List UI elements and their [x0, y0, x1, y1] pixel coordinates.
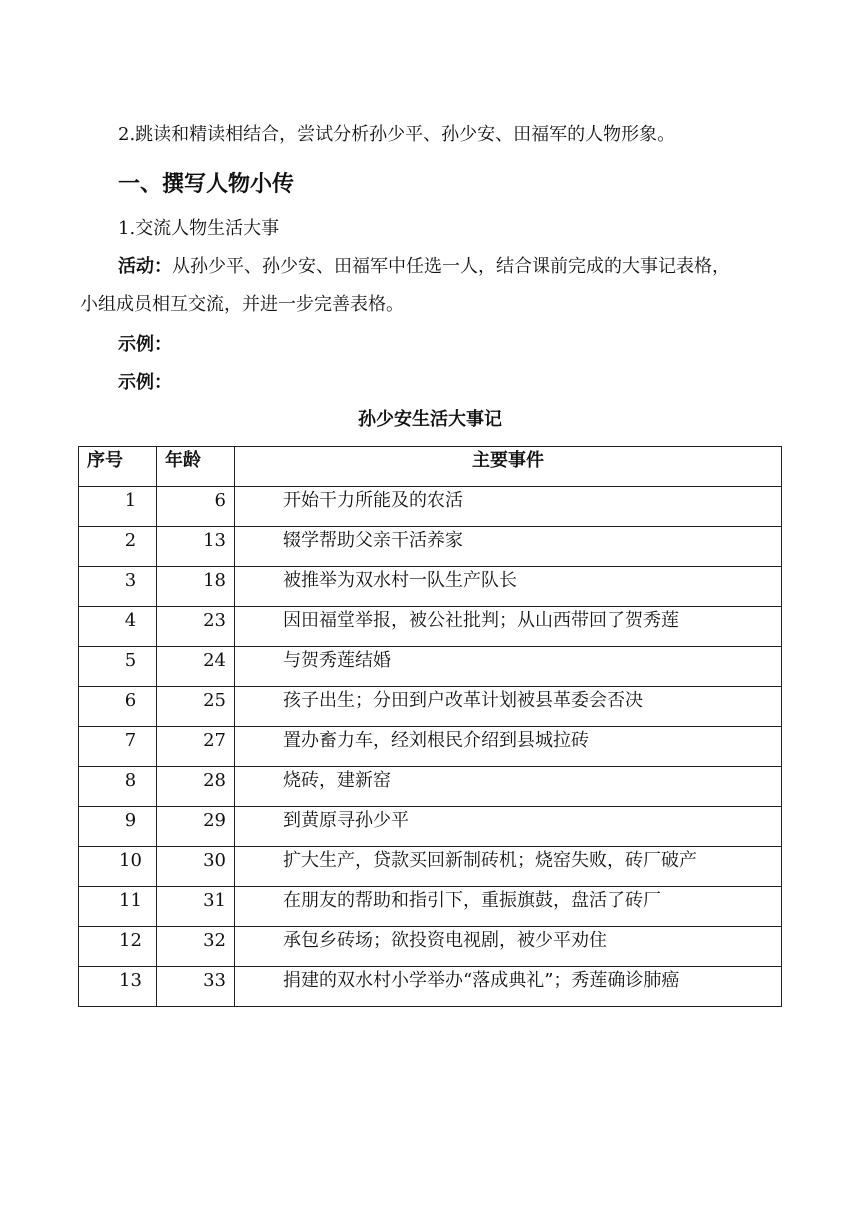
header-age: 年龄: [157, 447, 235, 487]
table-header-row: [79, 447, 782, 487]
row-event-cell: 烧砖，建新窑: [235, 767, 782, 807]
row-number-cell: 12: [79, 927, 157, 967]
table-row: [79, 847, 782, 887]
table-caption: 孙少安生活大事记: [358, 409, 502, 430]
header-number: 序号: [79, 447, 157, 487]
row-age-cell: 29: [157, 807, 235, 847]
row-number-cell: 3: [79, 567, 157, 607]
table-row: [79, 927, 782, 967]
row-number-cell: 6: [79, 687, 157, 727]
table-row: [79, 487, 782, 527]
example-label-1: 示例：: [118, 334, 172, 355]
subsection-title: 1.交流人物生活大事: [118, 218, 280, 239]
table-row: [79, 807, 782, 847]
row-age-cell: 28: [157, 767, 235, 807]
table-row: [79, 527, 782, 567]
row-age-cell: 6: [157, 487, 235, 527]
row-event-cell: 孩子出生；分田到户改革计划被县革委会否决: [235, 687, 782, 727]
table-row: [79, 727, 782, 767]
row-event-cell: 被推举为双水村一队生产队长: [235, 567, 782, 607]
row-event-cell: 承包乡砖场；欲投资电视剧，被少平劝住: [235, 927, 782, 967]
example-label-2: 示例：: [118, 372, 172, 393]
row-number-cell: 1: [79, 487, 157, 527]
row-age-cell: 31: [157, 887, 235, 927]
row-age-cell: 30: [157, 847, 235, 887]
table-row: [79, 607, 782, 647]
activity-line-1: [118, 254, 730, 280]
events-table: [78, 446, 782, 1007]
activity-label: 活动：: [118, 256, 172, 277]
row-number-cell: 5: [79, 647, 157, 687]
activity-line-2: 小组成员相互交流，并进一步完善表格。: [80, 294, 404, 315]
row-event-cell: 开始干力所能及的农活: [235, 487, 782, 527]
table-row: [79, 967, 782, 1007]
table-row: [79, 567, 782, 607]
row-event-cell: 辍学帮助父亲干活养家: [235, 527, 782, 567]
row-number-cell: 10: [79, 847, 157, 887]
row-event-cell: 扩大生产，贷款买回新制砖机；烧窑失败，砖厂破产: [235, 847, 782, 887]
row-number-cell: 2: [79, 527, 157, 567]
section-heading: 一、撰写人物小传: [118, 172, 295, 197]
row-age-cell: 23: [157, 607, 235, 647]
row-age-cell: 18: [157, 567, 235, 607]
row-age-cell: 25: [157, 687, 235, 727]
table-row: [79, 887, 782, 927]
row-number-cell: 11: [79, 887, 157, 927]
row-event-cell: 与贺秀莲结婚: [235, 647, 782, 687]
table-row: [79, 687, 782, 727]
row-age-cell: 33: [157, 967, 235, 1007]
table-row: [79, 647, 782, 687]
row-age-cell: 27: [157, 727, 235, 767]
row-event-cell: 捐建的双水村小学举办“落成典礼”；秀莲确诊肺癌: [235, 967, 782, 1007]
activity-text-1: 从孙少平、孙少安、田福军中任选一人，结合课前完成的大事记表格，: [172, 256, 730, 277]
intro-paragraph: 2.跳读和精读相结合，尝试分析孙少平、孙少安、田福军的人物形象。: [118, 124, 676, 145]
row-age-cell: 24: [157, 647, 235, 687]
row-number-cell: 8: [79, 767, 157, 807]
row-age-cell: 13: [157, 527, 235, 567]
table-row: [79, 767, 782, 807]
row-event-cell: 在朋友的帮助和指引下，重振旗鼓，盘活了砖厂: [235, 887, 782, 927]
row-number-cell: 13: [79, 967, 157, 1007]
header-event: 主要事件: [235, 447, 782, 487]
row-age-cell: 32: [157, 927, 235, 967]
row-number-cell: 9: [79, 807, 157, 847]
row-event-cell: 因田福堂举报，被公社批判；从山西带回了贺秀莲: [235, 607, 782, 647]
row-number-cell: 4: [79, 607, 157, 647]
row-event-cell: 到黄原寻孙少平: [235, 807, 782, 847]
row-number-cell: 7: [79, 727, 157, 767]
row-event-cell: 置办畜力车，经刘根民介绍到县城拉砖: [235, 727, 782, 767]
